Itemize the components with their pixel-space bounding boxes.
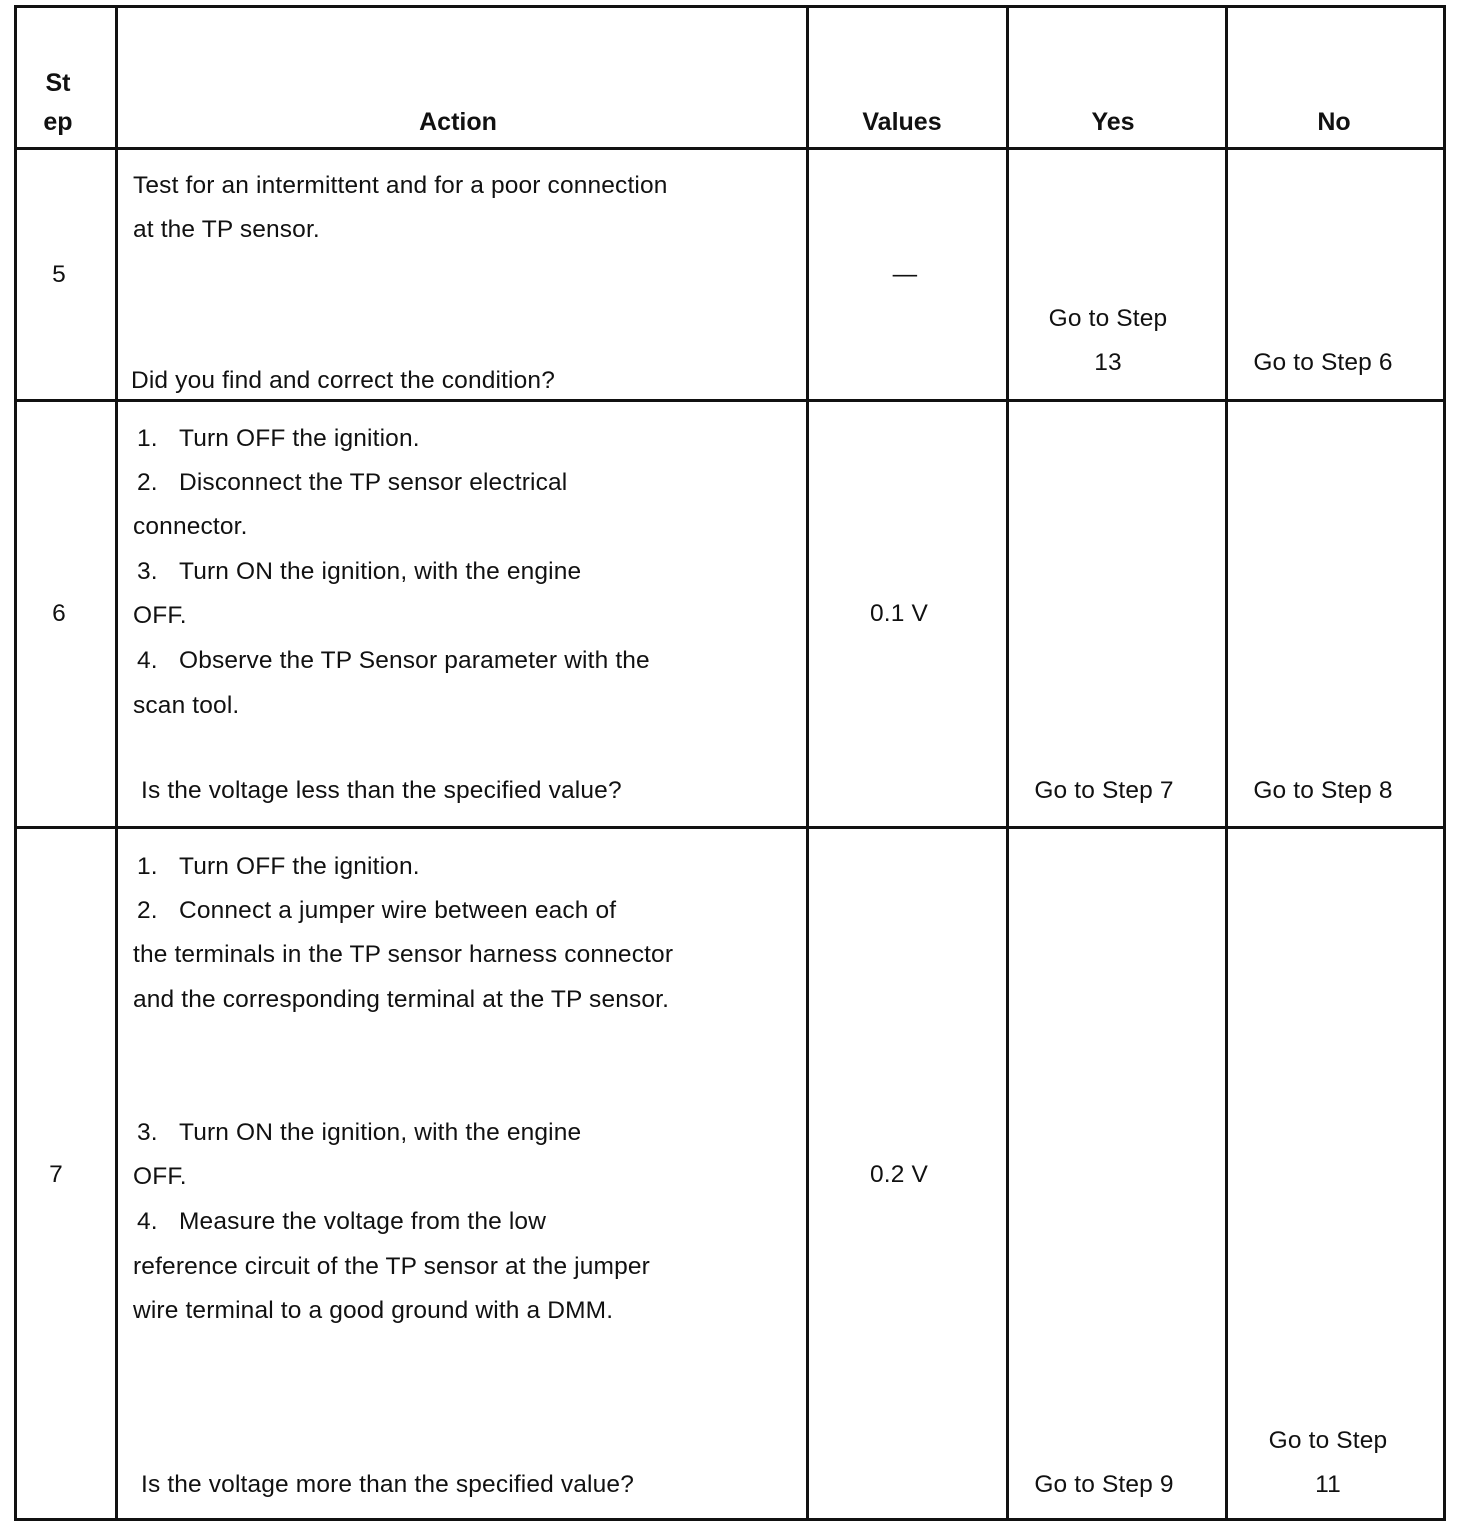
item-text: Turn OFF the ignition. <box>179 853 420 880</box>
item-text: Turn ON the ignition, with the engine <box>179 1119 582 1146</box>
header-no: No <box>1317 108 1351 136</box>
action-list-item-cont: reference circuit of the TP sensor at the jumper <box>133 1253 650 1280</box>
item-text: Turn ON the ignition, with the engine <box>179 558 582 585</box>
action-list-item-cont: and the corresponding terminal at the TP sensor. <box>133 986 670 1013</box>
no-cell: Go to Step <box>1268 1427 1388 1454</box>
action-list-item-cont: scan tool. <box>133 692 240 719</box>
item-text: Turn OFF the ignition. <box>179 425 420 452</box>
item-number: 4. <box>137 1208 158 1235</box>
step-number: 5 <box>52 261 66 288</box>
value-cell: 0.1 V <box>870 600 928 627</box>
item-number: 3. <box>137 1119 158 1146</box>
action-list-item <box>133 889 616 934</box>
value-cell: 0.2 V <box>870 1161 928 1188</box>
action-question: Is the voltage less than the specified value? <box>141 777 622 804</box>
action-text: Test for an intermittent and for a poor connection <box>133 172 668 199</box>
column-divider <box>1006 8 1009 1518</box>
column-divider <box>115 8 118 1518</box>
item-number: 1. <box>137 853 158 880</box>
header-step-line2: ep <box>43 108 73 136</box>
action-list-item <box>133 1200 546 1245</box>
action-list-item <box>133 550 581 595</box>
action-list-item <box>133 417 420 462</box>
value-cell: — <box>892 261 918 288</box>
item-text: Measure the voltage from the low <box>179 1208 547 1235</box>
step-number: 6 <box>52 600 66 627</box>
column-divider <box>806 8 809 1518</box>
action-list-item-cont: OFF. <box>133 1163 187 1190</box>
header-action: Action <box>419 108 497 136</box>
item-number: 2. <box>137 897 158 924</box>
item-number: 3. <box>137 558 158 585</box>
item-number: 2. <box>137 469 158 496</box>
item-text: Disconnect the TP sensor electrical <box>179 469 568 496</box>
no-cell: Go to Step 8 <box>1253 777 1393 804</box>
action-text: at the TP sensor. <box>133 216 320 243</box>
yes-cell: Go to Step <box>1048 305 1168 332</box>
action-list-item <box>133 1111 581 1156</box>
action-list-item <box>133 639 650 684</box>
action-question: Did you find and correct the condition? <box>131 367 555 394</box>
action-list-item-cont: OFF. <box>133 602 187 629</box>
yes-cell: 13 <box>1094 349 1122 376</box>
yes-cell: Go to Step 9 <box>1034 1471 1174 1498</box>
no-cell: Go to Step 6 <box>1253 349 1393 376</box>
header-values: Values <box>862 108 942 136</box>
action-list-item <box>133 845 420 890</box>
row-divider <box>17 826 1443 829</box>
header-yes: Yes <box>1091 108 1135 136</box>
item-text: Connect a jumper wire between each of <box>179 897 617 924</box>
row-divider <box>17 147 1443 150</box>
diagnostic-table <box>14 5 1446 1521</box>
action-question: Is the voltage more than the specified value? <box>141 1471 634 1498</box>
step-number: 7 <box>49 1161 63 1188</box>
yes-cell: Go to Step 7 <box>1034 777 1174 804</box>
item-number: 4. <box>137 647 158 674</box>
action-list-item <box>133 461 567 506</box>
item-text: Observe the TP Sensor parameter with the <box>179 647 650 674</box>
action-list-item-cont: wire terminal to a good ground with a DMM. <box>133 1297 614 1324</box>
column-divider <box>1225 8 1228 1518</box>
no-cell: 11 <box>1315 1471 1341 1498</box>
action-list-item-cont: the terminals in the TP sensor harness connector <box>133 941 674 968</box>
action-list-item-cont: connector. <box>133 513 248 540</box>
item-number: 1. <box>137 425 158 452</box>
header-step-line1: St <box>45 69 71 97</box>
